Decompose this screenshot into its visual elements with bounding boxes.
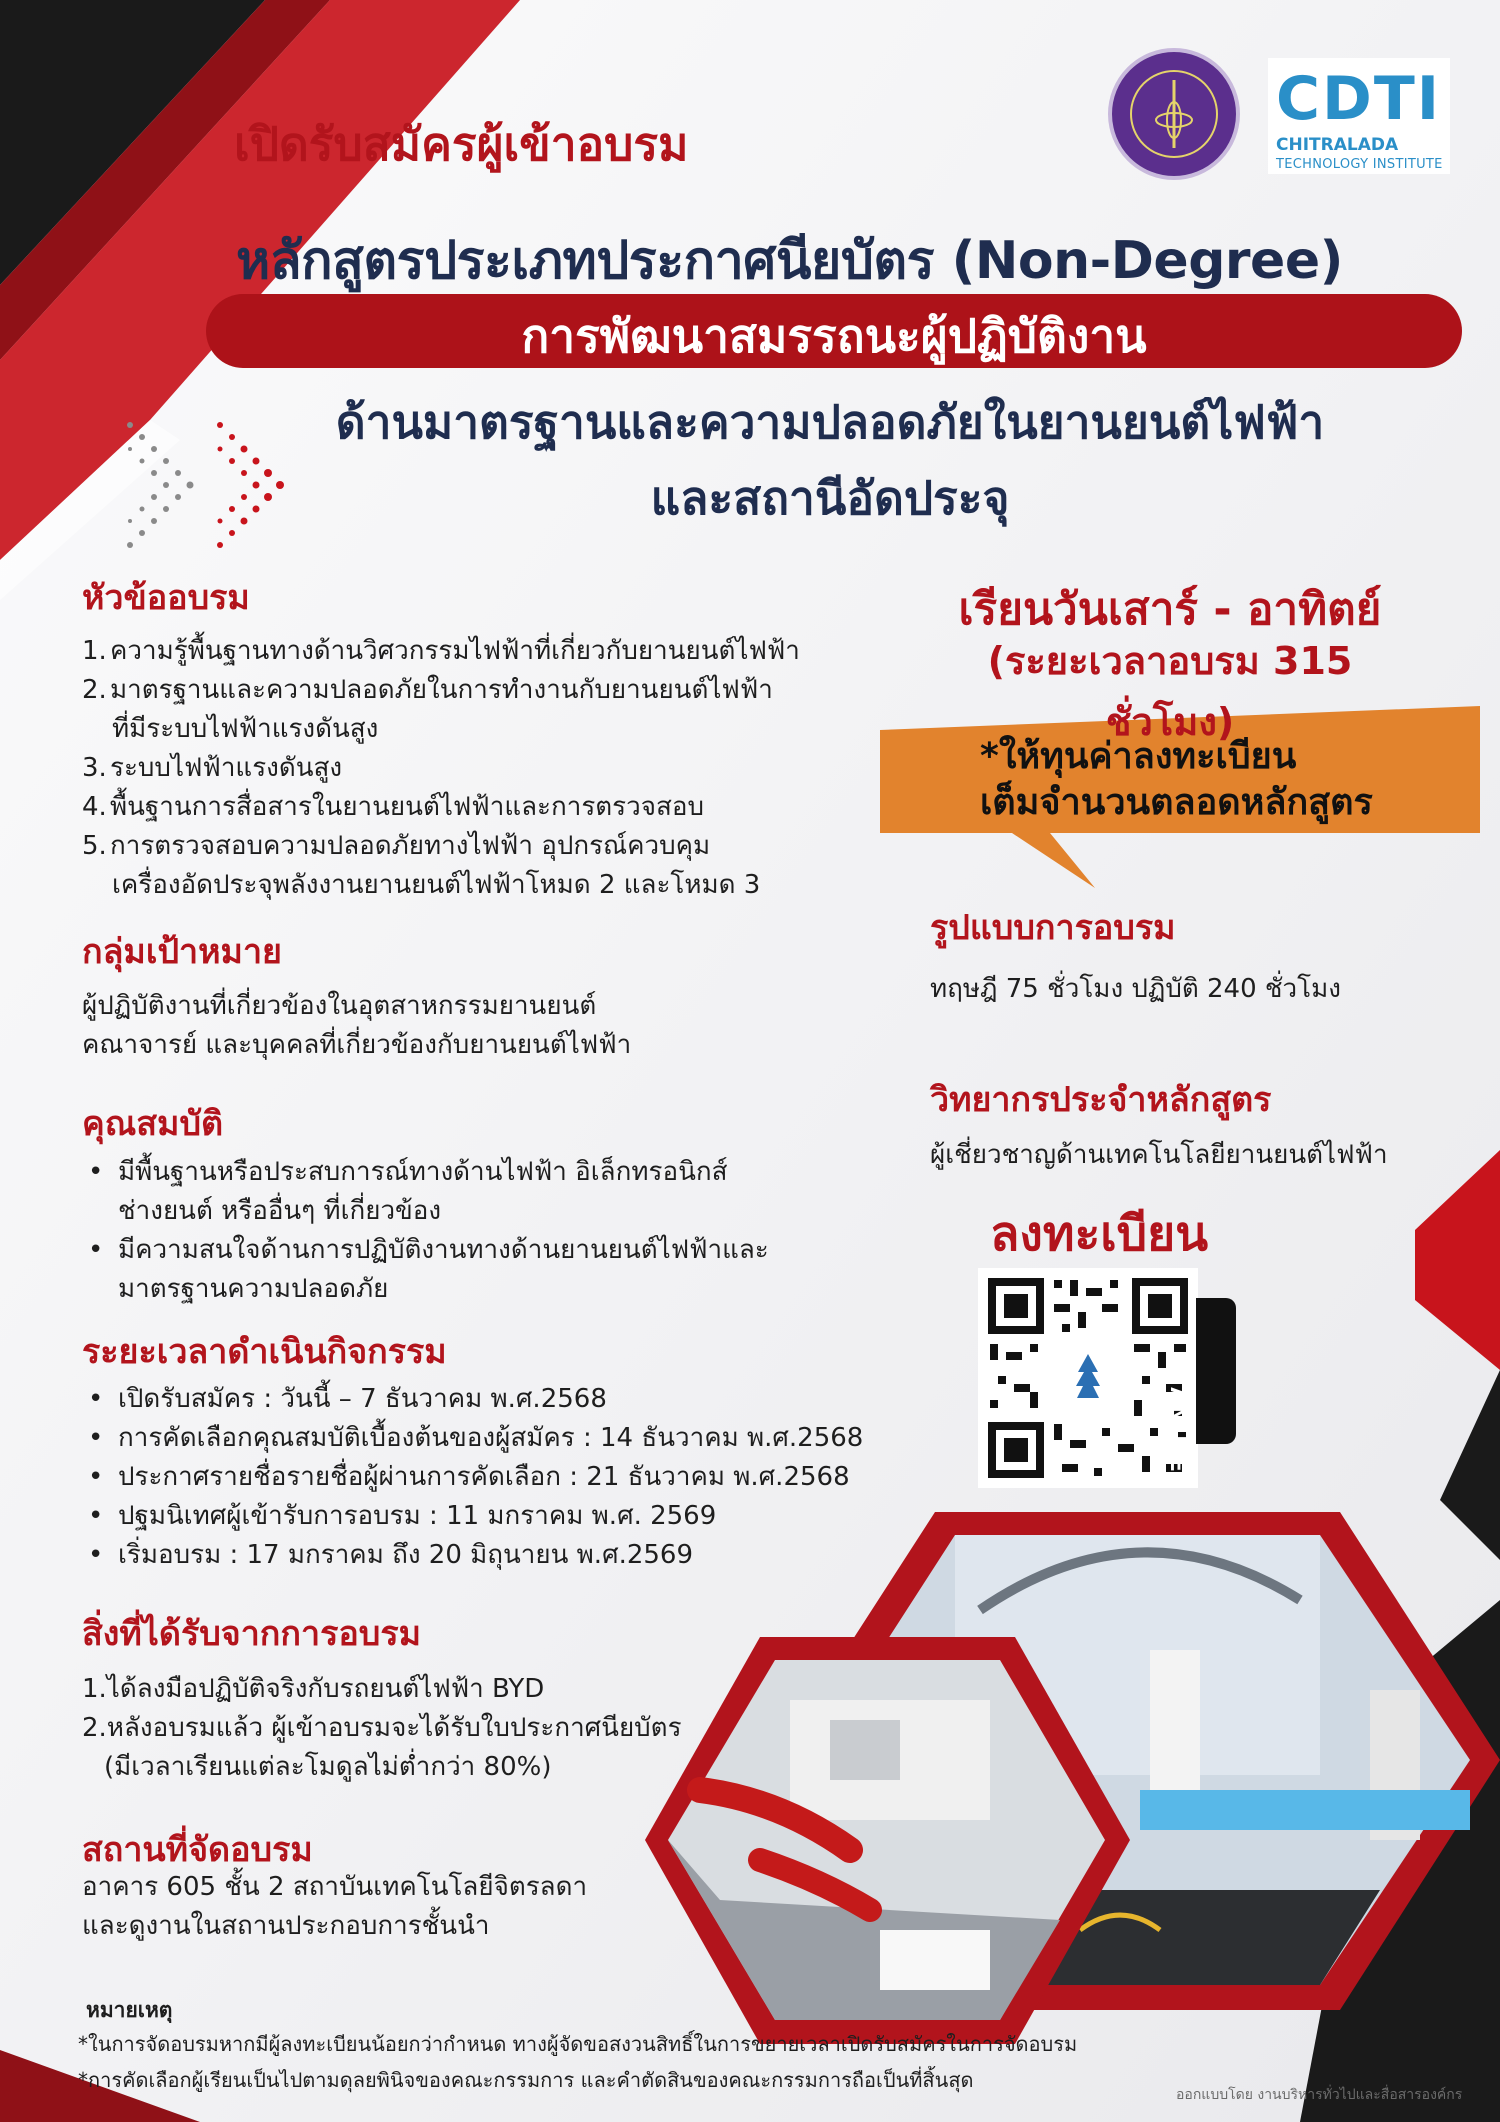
schedule-item: • เริ่มอบรม : 17 มกราคม ถึง 20 มิถุนายน พ.ศ.2569 — [88, 1536, 928, 1575]
topic-item-continued: เครื่องอัดประจุพลังงานยานยนต์ไฟฟ้าโหมด 2 และโหมด 3 — [112, 870, 761, 900]
target-group-heading: กลุ่มเป้าหมาย — [82, 932, 282, 972]
cdti-logo-subtitle: TECHNOLOGY INSTITUTE — [1276, 157, 1443, 172]
lecturer-heading: วิทยากรประจำหลักสูตร — [930, 1080, 1272, 1120]
topic-item: 4. พื้นฐานการสื่อสารในยานยนต์ไฟฟ้าและการตรวจสอบ — [82, 792, 704, 822]
cdti-logo-mark: CDTI — [1276, 64, 1442, 134]
schedule-item: • การคัดเลือกคุณสมบัติเบื้องต้นของผู้สมัคร : 14 ธันวาคม พ.ศ.2568 — [88, 1419, 928, 1458]
design-credit: ออกแบบโดย งานบริหารทั่วไปและสื่อสารองค์กร — [1176, 2087, 1463, 2103]
venue-line: และดูงานในสถานประกอบการชั้นนำ — [82, 1911, 490, 1941]
course-name: การพัฒนาสมรรถนะผู้ปฏิบัติงาน — [521, 309, 1147, 363]
bullet-icon: • — [88, 1462, 104, 1492]
note-line: *การคัดเลือกผู้เรียนเป็นไปตามดุลยพินิจของคณะกรรมการ และคำตัดสินของคณะกรรมการถือเป็นที่สิ้นสุด — [78, 2068, 974, 2092]
topic-item: 2. มาตรฐานและความปลอดภัยในการทำงานกับยานยนต์ไฟฟ้า — [82, 675, 773, 705]
topic-item: 3. ระบบไฟฟ้าแรงดันสูง — [82, 753, 343, 783]
benefit-item: 2.หลังอบรมแล้ว ผู้เข้าอบรมจะได้รับใบประกาศนียบัตร — [82, 1713, 682, 1743]
bullet-icon: • — [88, 1540, 104, 1570]
cdti-logo-name: CHITRALADA — [1276, 135, 1399, 155]
schedule-item: • ปฐมนิเทศผู้เข้ารับการอบรม : 11 มกราคม พ.ศ. 2569 — [88, 1497, 928, 1536]
scholarship-line: เต็มจำนวนตลอดหลักสูตร — [980, 782, 1373, 823]
schedule-heading: ระยะเวลาดำเนินกิจกรรม — [82, 1332, 447, 1372]
qualification-item: • มีพื้นฐานหรือประสบการณ์ทางด้านไฟฟ้า อิเล็กทรอนิกส์ — [88, 1153, 908, 1192]
venue-text — [82, 1868, 722, 1946]
target-group-text — [82, 987, 902, 1065]
lecturer-text: ผู้เชี่ยวชาญด้านเทคโนโลยียานยนต์ไฟฟ้า — [930, 1140, 1388, 1170]
training-hours: (ระยะเวลาอบรม 315 ชั่วโมง) — [987, 639, 1353, 744]
study-days: เรียนวันเสาร์ - อาทิตย์ — [958, 584, 1382, 635]
benefit-item-continued: (มีเวลาเรียนแต่ละโมดูลไม่ต่ำกว่า 80%) — [104, 1752, 552, 1782]
benefit-item: 1.ได้ลงมือปฏิบัติจริงกับรถยนต์ไฟฟ้า BYD — [82, 1674, 545, 1704]
schedule-item: • ประกาศรายชื่อรายชื่อผู้ผ่านการคัดเลือก : 21 ธันวาคม พ.ศ.2568 — [88, 1458, 928, 1497]
topic-item: 5. การตรวจสอบความปลอดภัยทางไฟฟ้า อุปกรณ์ควบคุม — [82, 831, 711, 861]
bullet-icon: • — [88, 1423, 104, 1453]
topics-heading: หัวข้ออบรม — [82, 578, 250, 618]
target-group-line: ผู้ปฏิบัติงานที่เกี่ยวข้องในอุตสาหกรรมยานยนต์ — [82, 991, 597, 1021]
qr-code-icon — [978, 1268, 1198, 1488]
register-heading: ลงทะเบียน — [990, 1206, 1209, 1262]
scan-me-tab — [1196, 1298, 1236, 1444]
open-registration-title: เปิดรับสมัครผู้เข้าอบรม — [234, 117, 689, 171]
venue-line: อาคาร 605 ชั้น 2 สถาบันเทคโนโลยีจิตรลดา — [82, 1872, 588, 1902]
format-text: ทฤษฎี 75 ชั่วโมง ปฏิบัติ 240 ชั่วโมง — [930, 974, 1341, 1004]
topic-item: 1. ความรู้พื้นฐานทางด้านวิศวกรรมไฟฟ้าที่เกี่ยวกับยานยนต์ไฟฟ้า — [82, 636, 800, 666]
schedule-item: • เปิดรับสมัคร : วันนี้ – 7 ธันวาคม พ.ศ.2568 — [88, 1380, 928, 1419]
bullet-icon: • — [88, 1157, 104, 1187]
venue-heading: สถานที่จัดอบรม — [82, 1830, 313, 1870]
course-subtitle-line2: ด้านมาตรฐานและความปลอดภัยในยานยนต์ไฟฟ้า — [335, 395, 1325, 449]
scholarship-banner — [980, 734, 1440, 826]
qualifications-list — [88, 1153, 908, 1309]
target-group-line: คณาจารย์ และบุคคลที่เกี่ยวข้องกับยานยนต์ไฟฟ้า — [82, 1030, 632, 1060]
notes-heading: หมายเหตุ — [86, 1998, 173, 2022]
benefits-heading: สิ่งที่ได้รับจากการอบรม — [82, 1614, 422, 1654]
qualification-item-continued: มาตรฐานความปลอดภัย — [118, 1274, 389, 1304]
qualifications-heading: คุณสมบัติ — [82, 1104, 224, 1144]
benefits-list — [82, 1670, 722, 1787]
notes-text — [78, 2026, 1258, 2098]
note-line: *ในการจัดอบรมหากมีผู้ลงทะเบียนน้อยกว่ากำหนด ทางผู้จัดขอสงวนสิทธิ์ในการขยายเวลาเปิดรับสมัครในการจัดอบรม — [78, 2032, 1078, 2056]
qualification-item-continued: ช่างยนต์ หรืออื่นๆ ที่เกี่ยวข้อง — [118, 1196, 442, 1226]
course-type-title: หลักสูตรประเภทประกาศนียบัตร (Non-Degree) — [236, 231, 1343, 291]
topics-list — [82, 632, 902, 905]
ministry-emblem-icon — [1150, 80, 1198, 148]
scan-me-label: SCAN ME — [1166, 1352, 1190, 1475]
course-subtitle-line3: และสถานีอัดประจุ — [650, 471, 1010, 525]
schedule-list — [88, 1380, 928, 1575]
bullet-icon: • — [88, 1501, 104, 1531]
qualification-item: • มีความสนใจด้านการปฏิบัติงานทางด้านยานยนต์ไฟฟ้าและ — [88, 1231, 908, 1270]
registration-qr-code[interactable] — [978, 1268, 1198, 1488]
bullet-icon: • — [88, 1384, 104, 1414]
scholarship-line: *ให้ทุนค่าลงทะเบียน — [980, 736, 1297, 777]
bullet-icon: • — [88, 1235, 104, 1265]
topic-item-continued: ที่มีระบบไฟฟ้าแรงดันสูง — [112, 714, 379, 744]
format-heading: รูปแบบการอบรม — [930, 908, 1176, 948]
